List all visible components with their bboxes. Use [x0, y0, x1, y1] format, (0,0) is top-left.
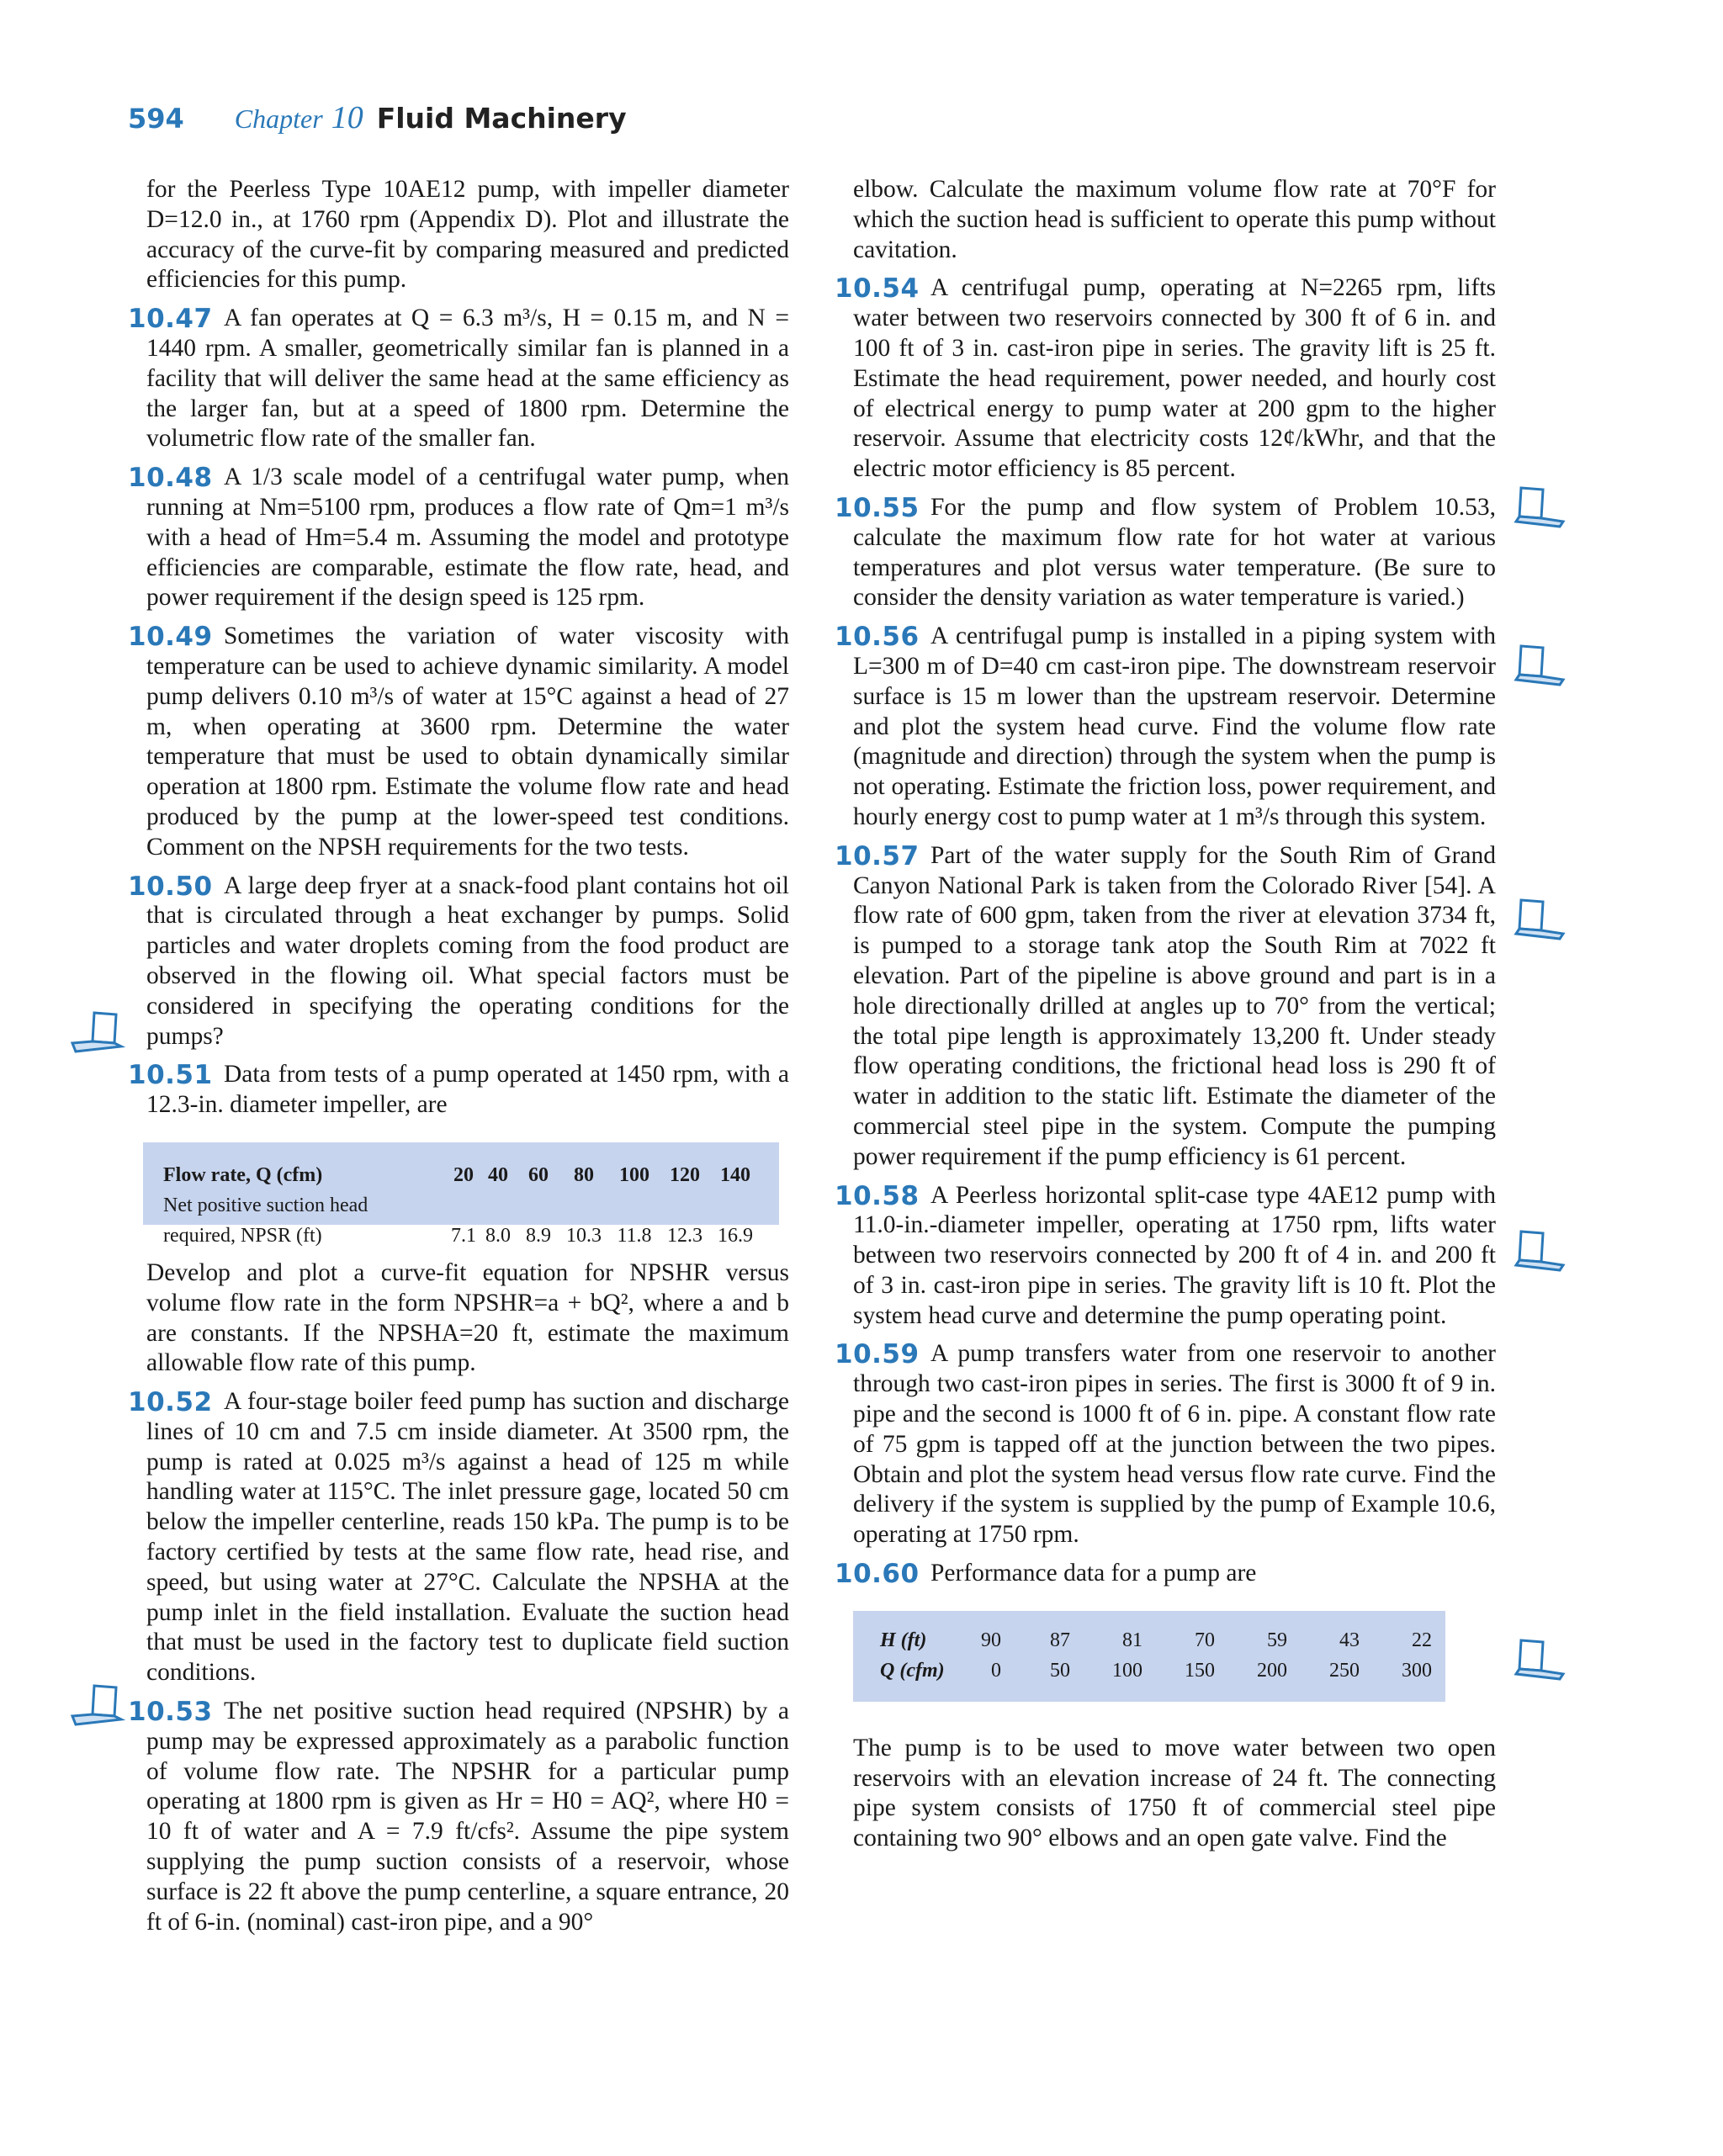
laptop-icon	[1511, 485, 1568, 532]
problem-number: 10.48	[128, 463, 213, 494]
laptop-icon	[69, 1009, 126, 1057]
problem-10-60	[835, 1559, 1496, 1590]
problem-10-50	[128, 871, 789, 1052]
laptop-icon	[69, 1682, 126, 1730]
continued-paragraph: elbow. Calculate the maximum volume flow rate at 70°F for which the suction head is sufficient to operate this pump without cavitation.	[853, 176, 1496, 263]
problem-number: 10.54	[835, 273, 920, 305]
table-cell: 8.9	[526, 1224, 551, 1247]
problem-10-51	[128, 1060, 789, 1120]
problem-10-48	[128, 463, 789, 613]
table-row-label: Flow rate, Q (cfm)	[163, 1164, 323, 1186]
npshr-data-table	[143, 1142, 779, 1247]
problem-10-55	[835, 492, 1496, 613]
problem-text: A Peerless horizontal split-case type 4AE12 pump with 11.0-in.-diameter impeller, operating at 1750 rpm, lifts water between two reservoirs connected by 200 ft of 4 in. and 200 ft of 3 in. cast-iron pipe in series. The gravity lift is 10 ft. Plot the system head curve and determine the pump operating point.	[853, 1181, 1496, 1329]
table-cell: 60	[528, 1164, 549, 1186]
table-cell: 40	[488, 1164, 508, 1186]
problem-number: 10.52	[128, 1387, 213, 1418]
chapter-title: Fluid Machinery	[376, 102, 627, 135]
table-cell: 200	[1257, 1659, 1287, 1682]
problem-number: 10.51	[128, 1060, 213, 1091]
problem-number: 10.53	[128, 1697, 213, 1728]
laptop-icon	[1511, 897, 1568, 944]
table-row-label: Q (cfm)	[880, 1659, 945, 1682]
table-cell: 20	[453, 1164, 474, 1186]
problem-text: The net positive suction head required (NPSHR) by a pump may be expressed approximately as a parabolic function of volume flow rate. The NPSHR for a particular pump operating at 1800 rpm is given as Hr = H0 = AQ², where H0 = 10 ft of water and A = 7.9 ft/cfs². Assume the pipe system supplying the pump suction consists of a reservoir, whose surface is 22 ft above the pump centerline, a square entrance, 20 ft of 6-in. (nominal) cast-iron pipe, and a 90°	[146, 1698, 789, 1936]
problem-number: 10.59	[835, 1339, 920, 1370]
problem-text: For the pump and flow system of Problem 10.53, calculate the maximum flow rate for hot water at various temperatures and plot versus water temperature. (Be sure to consider the density variation as water temperature is varied.)	[853, 493, 1496, 612]
table-cell: 140	[720, 1164, 750, 1186]
problem-number: 10.60	[835, 1559, 920, 1590]
running-header	[128, 99, 627, 136]
paragraph: The pump is to be used to move water between two open reservoirs with an elevation increase of 24 ft. The connecting pipe system consists of 1750 ft of commercial steel pipe containing two 90° elbows and an open gate valve. Find the	[853, 1734, 1496, 1852]
problem-number: 10.56	[835, 622, 920, 653]
table-cell: 50	[1050, 1659, 1070, 1682]
table-row-label: required, NPSR (ft)	[163, 1224, 322, 1247]
problem-10-58	[835, 1180, 1496, 1332]
table-cell: 8.0	[485, 1224, 511, 1247]
problem-text: Data from tests of a pump operated at 1450 rpm, with a 12.3-in. diameter impeller, are	[146, 1061, 789, 1119]
problem-text: A centrifugal pump, operating at N=2265 rpm, lifts water between two reservoirs connected by 300 ft of 6 in. and 100 ft of 3 in. cast-iron pipe in series. The gravity lift is 25 ft. Estimate the head requirement, power needed, and hourly cost of electrical energy to pump water at 200 gpm to the higher reservoir. Assume that electricity costs 12¢/kWhr, and that the electric motor efficiency is 85 percent.	[853, 274, 1496, 483]
problem-text: Performance data for a pump are	[930, 1560, 1257, 1587]
right-column	[835, 175, 1496, 1862]
problem-10-57	[835, 840, 1496, 1173]
problem-10-47	[128, 304, 789, 454]
problem-number: 10.58	[835, 1180, 920, 1211]
table-cell: 7.1	[451, 1224, 476, 1247]
table-cell: 22	[1412, 1629, 1432, 1651]
problem-number: 10.47	[128, 304, 213, 335]
problem-10-53	[128, 1697, 789, 1937]
problem-text: Sometimes the variation of water viscosity with temperature can be used to achieve dynamic similarity. A model pump delivers 0.10 m³/s of water at 15°C against a head of 27 m, when operating at 3600 rpm. Determine the water temperature that must be used to obtain dynamically similar operation at 1800 rpm. Estimate the volume flow rate and head produced by the pump at the lower-speed test conditions. Comment on the NPSH requirements for the two tests.	[146, 622, 789, 861]
table-row-label: Net positive suction head	[163, 1194, 368, 1216]
problem-10-59	[835, 1339, 1496, 1550]
problem-text: A 1/3 scale model of a centrifugal water pump, when running at Nm=5100 rpm, produces a flow rate of Qm=1 m³/s with a head of Hm=5.4 m. Assuming the model and prototype efficiencies are comparable, estimate the flow rate, head, and power requirement if the design speed is 125 rpm.	[146, 464, 789, 612]
table-cell: 250	[1329, 1659, 1360, 1682]
problem-10-52	[128, 1387, 789, 1688]
chapter-label: Chapter	[234, 103, 323, 134]
table-cell: 81	[1122, 1629, 1142, 1651]
problem-text: A large deep fryer at a snack-food plant contains hot oil that is circulated through a heat exchanger by pumps. Solid particles and water droplets coming from the food product are observed in the flowing oil. What special factors must be considered in specifying the operating conditions for the pumps?	[146, 871, 789, 1050]
problem-number: 10.55	[835, 492, 920, 523]
problem-text: A pump transfers water from one reservoir to another through two cast-iron pipes in series. The first is 3000 ft of 9 in. pipe and the second is 1000 ft of 6 in. pipe. A constant flow rate of 75 gpm is tapped off at the junction between the two pipes. Obtain and plot the system head versus flow rate curve. Find the delivery if the system is supplied by the pump of Example 10.6, operating at 1750 rpm.	[853, 1340, 1496, 1549]
table-cell: 300	[1402, 1659, 1432, 1682]
table-cell: 70	[1195, 1629, 1215, 1651]
left-column	[128, 175, 789, 1946]
problem-number: 10.50	[128, 871, 213, 902]
chapter-number: 10	[331, 100, 363, 135]
pump-performance-table	[853, 1611, 1445, 1702]
table-cell: 100	[1112, 1659, 1142, 1682]
problem-number: 10.57	[835, 840, 920, 871]
page-number: 594	[128, 103, 184, 135]
problem-text: Part of the water supply for the South Rim of Grand Canyon National Park is taken from the Colorado River [54]. A flow rate of 600 gpm, taken from the river at elevation 3734 ft, is pumped to a storage tank atop the South Rim at 7022 ft elevation. Part of the pipeline is above ground and part is in a hole directionally drilled at angles up to 70° from the vertical; the total pipe length is approximately 13,200 ft. Under steady flow operating conditions, the frictional head loss is 290 ft of water in addition to the static lift. Estimate the diameter of the commercial steel pipe in the system. Compute the pumping power requirement if the pump efficiency is 61 percent.	[853, 841, 1496, 1170]
problem-text: A centrifugal pump is installed in a piping system with L=300 m of D=40 cm cast-iron pipe. The downstream reservoir surface is 15 m lower than the upstream reservoir. Determine and plot the system head curve. Find the volume flow rate (magnitude and direction) through the system when the pump is not operating. Estimate the friction loss, power requirement, and hourly energy cost to pump water at 1 m³/s through this system.	[853, 622, 1496, 830]
laptop-icon	[1511, 1228, 1568, 1275]
problem-10-54	[835, 273, 1496, 485]
table-cell: 59	[1267, 1629, 1287, 1651]
laptop-icon	[1511, 643, 1568, 690]
table-cell: 11.8	[617, 1224, 652, 1247]
paragraph: Develop and plot a curve-fit equation for NPSHR versus volume flow rate in the form NPSHR=a + bQ², where a and b are constants. If the NPSHA=20 ft, estimate the maximum allowable flow rate of this pump.	[146, 1258, 789, 1377]
table-cell: 90	[981, 1629, 1001, 1651]
table-cell: 100	[619, 1164, 649, 1186]
table-cell: 80	[574, 1164, 594, 1186]
table-cell: 120	[670, 1164, 700, 1186]
table-cell: 150	[1185, 1659, 1215, 1682]
table-cell: 43	[1339, 1629, 1360, 1651]
problem-number: 10.49	[128, 622, 213, 653]
problem-text: A four-stage boiler feed pump has suction and discharge lines of 10 cm and 7.5 cm inside diameter. At 3500 rpm, the pump is rated at 0.025 m³/s against a head of 125 m while handling water at 115°C. The inlet pressure gage, located 50 cm below the impeller centerline, reads 150 kPa. The pump is to be factory certified by tests at the same flow rate, head rise, and speed, but using water at 27°C. Calculate the NPSHA at the pump inlet in the field installation. Evaluate the suction head that must be used in the factory test to duplicate field suction conditions.	[146, 1388, 789, 1687]
laptop-icon	[1511, 1637, 1568, 1684]
problem-10-49	[128, 622, 789, 862]
problem-10-56	[835, 622, 1496, 833]
problem-text: A fan operates at Q = 6.3 m³/s, H = 0.15 m, and N = 1440 rpm. A smaller, geometrically similar fan is planned in a facility that will deliver the same head at the same efficiency as the larger fan, but at a speed of 1800 rpm. Determine the volumetric flow rate of the smaller fan.	[146, 305, 789, 453]
table-cell: 0	[991, 1659, 1001, 1682]
continued-paragraph: for the Peerless Type 10AE12 pump, with impeller diameter D=12.0 in., at 1760 rpm (Appendix D). Plot and illustrate the accuracy of the curve-fit by comparing measured and predicted efficiencies for this pump.	[146, 176, 789, 294]
table-cell: 10.3	[566, 1224, 602, 1247]
table-row-label: H (ft)	[880, 1629, 927, 1651]
table-cell: 16.9	[718, 1224, 753, 1247]
table-cell: 87	[1050, 1629, 1070, 1651]
table-cell: 12.3	[667, 1224, 702, 1247]
